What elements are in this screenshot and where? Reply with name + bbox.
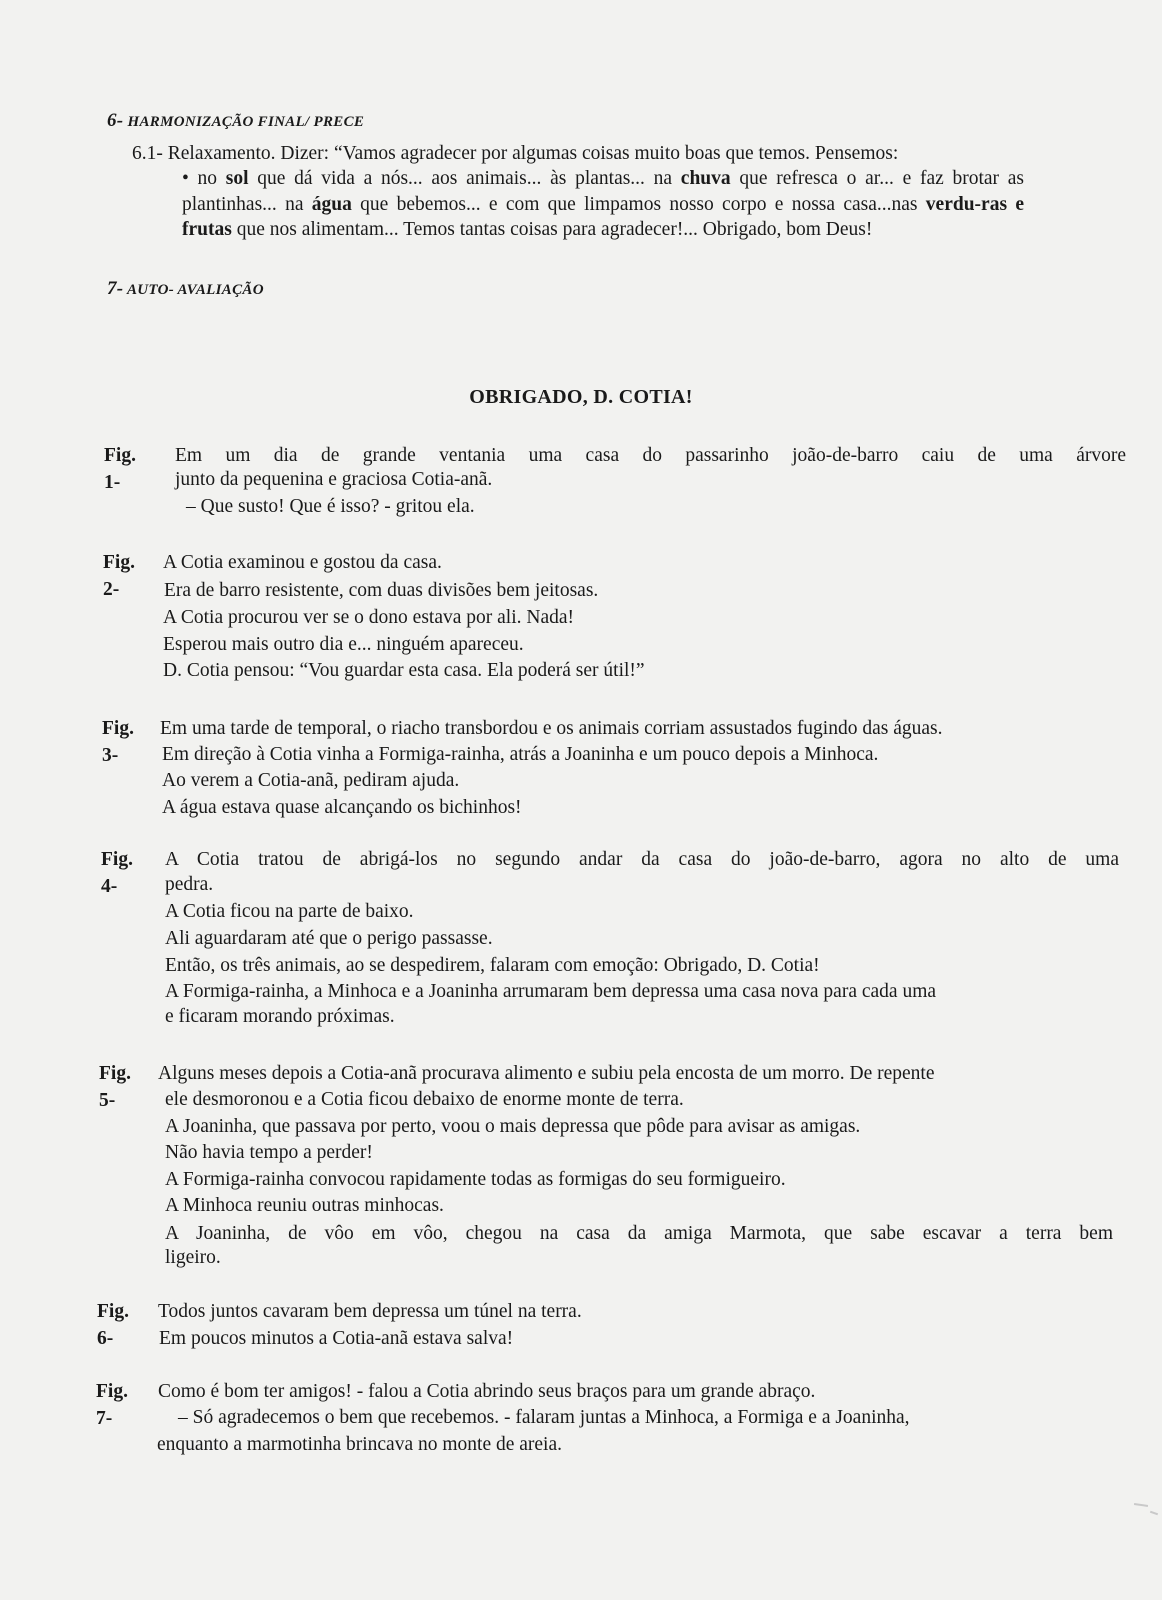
fig-label: Fig. 1- xyxy=(104,445,136,493)
fig-line: – Que susto! Que é isso? - gritou ela. xyxy=(186,496,475,517)
fig-line: Não havia tempo a perder! xyxy=(165,1142,373,1163)
fig-line: A Joaninha, que passava por perto, voou o mais depressa que pôde para avisar as amigas. xyxy=(165,1116,861,1137)
fig-line: Alguns meses depois a Cotia-anã procurava alimento e subiu pela encosta de um morro. De repente xyxy=(158,1063,935,1084)
bullet-text-5: que nos alimentam... Temos tantas coisas para agradecer!... Obrigado, bom Deus! xyxy=(231,219,873,240)
bullet-text-3: que refresca o ar... e faz brotar as plantinhas... na xyxy=(182,168,1025,215)
fig-line: Em poucos minutos a Cotia-anã estava salva! xyxy=(159,1328,514,1349)
section-6-title: HARMONIZAÇÃO FINAL/ PRECE xyxy=(127,114,365,130)
fig-label: Fig. 7- xyxy=(96,1381,128,1429)
fig-line: pedra. xyxy=(165,874,214,895)
bullet-bold-verduras: verdu-ras e frutas xyxy=(182,193,1024,240)
fig-line: Então, os três animais, ao se despedirem, falaram com emoção: Obrigado, D. Cotia! xyxy=(165,955,820,976)
scan-mark xyxy=(1150,1511,1158,1516)
section-6-bullet xyxy=(182,166,1024,243)
fig-line: Todos juntos cavaram bem depressa um túnel na terra. xyxy=(158,1301,582,1322)
fig-label: Fig. 6- xyxy=(97,1301,129,1349)
fig-line: A Formiga-rainha, a Minhoca e a Joaninha arrumaram bem depressa uma casa nova para cada uma xyxy=(165,981,937,1002)
fig-line: A Joaninha, de vôo em vôo, chegou na casa da amiga Marmota, que sabe escavar a terra bem xyxy=(165,1223,1113,1244)
fig-line: Em uma tarde de temporal, o riacho transbordou e os animais corriam assustados fugindo das águas. xyxy=(160,718,943,739)
fig-line: A Cotia procurou ver se o dono estava por ali. Nada! xyxy=(163,607,575,628)
bullet-bold-sol: sol xyxy=(225,168,249,189)
fig-line: A Cotia ficou na parte de baixo. xyxy=(165,901,414,922)
fig-line: Era de barro resistente, com duas divisões bem jeitosas. xyxy=(164,580,599,601)
section-7-title: AUTO- AVALIAÇÃO xyxy=(126,282,264,298)
section-7-heading xyxy=(107,278,264,300)
fig-line: A Cotia tratou de abrigá-los no segundo andar da casa do joão-de-barro, agora no alto de uma xyxy=(165,849,1119,870)
fig-line: D. Cotia pensou: “Vou guardar esta casa. Ela poderá ser útil!” xyxy=(163,660,645,681)
fig-line: A Minhoca reuniu outras minhocas. xyxy=(165,1195,444,1216)
fig-line: Em um dia de grande ventania uma casa do passarinho joão-de-barro caiu de uma árvore xyxy=(175,445,1126,466)
fig-line: Em direção à Cotia vinha a Formiga-rainha, atrás a Joaninha e um pouco depois a Minhoca. xyxy=(162,744,879,765)
fig-label: Fig. 3- xyxy=(102,718,134,766)
bullet-bold-agua: água xyxy=(311,193,352,215)
fig-line: ligeiro. xyxy=(165,1247,221,1268)
bullet-bold-chuva: chuva xyxy=(680,168,731,189)
fig-line: e ficaram morando próximas. xyxy=(165,1006,395,1027)
scan-mark xyxy=(1134,1503,1148,1507)
fig-label: Fig. 2- xyxy=(103,552,135,600)
section-6-number: 6- xyxy=(107,110,124,131)
bullet-text-1: • no xyxy=(182,168,226,189)
fig-line: Como é bom ter amigos! - falou a Cotia abrindo seus braços para um grande abraço. xyxy=(158,1381,816,1402)
fig-line: ele desmoronou e a Cotia ficou debaixo de enorme monte de terra. xyxy=(165,1089,684,1110)
section-6-intro: 6.1- Relaxamento. Dizer: “Vamos agradecer por algumas coisas muito boas que temos. Pensemos: xyxy=(132,143,899,164)
fig-label: Fig. 5- xyxy=(99,1063,131,1111)
fig-line: enquanto a marmotinha brincava no monte de areia. xyxy=(157,1434,563,1455)
fig-line: Ao verem a Cotia-anã, pediram ajuda. xyxy=(162,770,460,791)
bullet-text-2: que dá vida a nós... aos animais... às plantas... na xyxy=(248,168,681,189)
fig-label: Fig. 4- xyxy=(101,849,133,897)
fig-line: junto da pequenina e graciosa Cotia-anã. xyxy=(175,469,493,490)
fig-line: Esperou mais outro dia e... ninguém apareceu. xyxy=(163,634,524,655)
bullet-text-4: que bebemos... e com que limpamos nosso corpo e nossa casa...nas xyxy=(351,193,926,215)
section-6-heading xyxy=(107,110,364,132)
fig-line: A Formiga-rainha convocou rapidamente todas as formigas do seu formigueiro. xyxy=(165,1169,786,1190)
fig-line: Ali aguardaram até que o perigo passasse. xyxy=(165,928,493,949)
fig-line: – Só agradecemos o bem que recebemos. - falaram juntas a Minhoca, a Formiga e a Joaninha, xyxy=(178,1407,910,1428)
section-7-number: 7- xyxy=(107,278,124,299)
fig-line: A água estava quase alcançando os bichinhos! xyxy=(162,797,522,818)
fig-line: A Cotia examinou e gostou da casa. xyxy=(163,552,442,573)
story-title: OBRIGADO, D. COTIA! xyxy=(469,386,693,408)
